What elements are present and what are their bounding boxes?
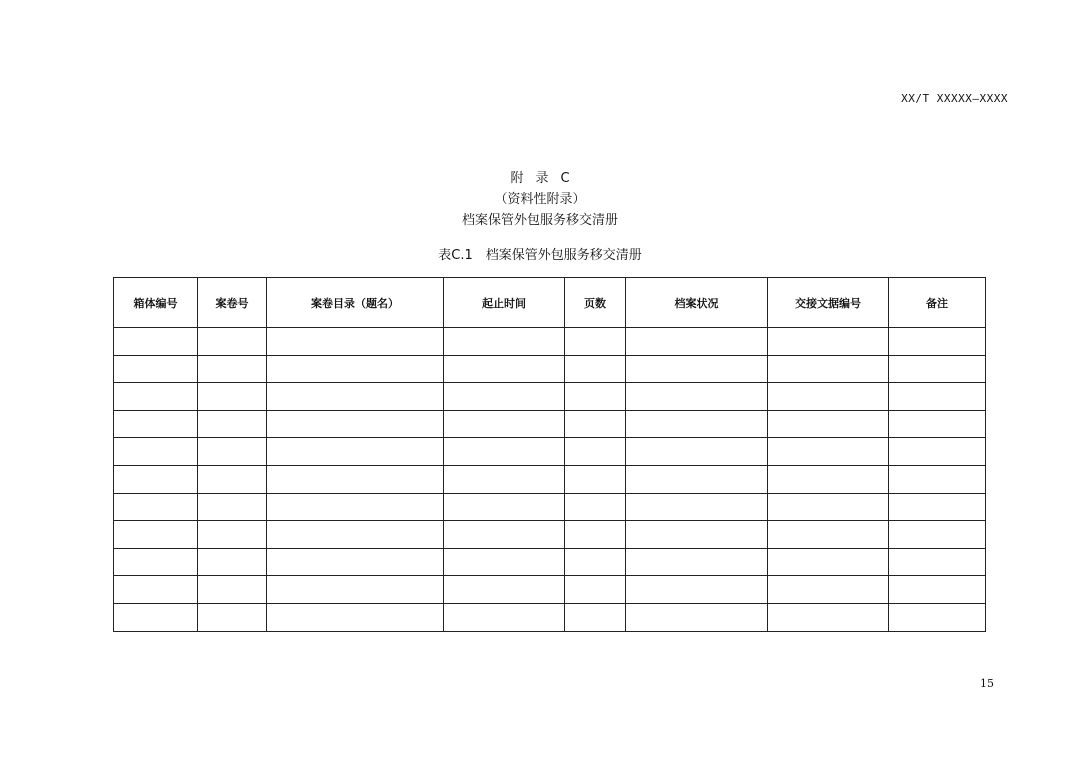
table-cell: [889, 355, 986, 383]
table-cell: [198, 548, 267, 576]
table-cell: [114, 410, 198, 438]
table-cell: [626, 521, 768, 549]
table-cell: [768, 465, 889, 493]
table-cell: [444, 438, 565, 466]
table-row: [114, 465, 986, 493]
column-header-page-count: 页数: [565, 278, 626, 328]
table-cell: [889, 328, 986, 356]
column-header-file-title: 案卷目录（题名）: [267, 278, 444, 328]
appendix-heading: [0, 168, 1080, 231]
table-cell: [198, 410, 267, 438]
table-cell: [565, 548, 626, 576]
table-cell: [114, 383, 198, 411]
table-row: [114, 521, 986, 549]
table-cell: [565, 355, 626, 383]
table-cell: [267, 438, 444, 466]
table-cell: [267, 603, 444, 631]
table-cell: [626, 410, 768, 438]
table-cell: [889, 410, 986, 438]
table-cell: [889, 465, 986, 493]
table-cell: [768, 410, 889, 438]
column-header-box-number: 箱体编号: [114, 278, 198, 328]
table-body: [114, 328, 986, 632]
table-row: [114, 383, 986, 411]
table-cell: [114, 438, 198, 466]
table-cell: [565, 383, 626, 411]
table-cell: [114, 328, 198, 356]
table-cell: [444, 603, 565, 631]
table-cell: [889, 493, 986, 521]
table-cell: [768, 521, 889, 549]
table-cell: [444, 328, 565, 356]
table-row: [114, 328, 986, 356]
page-number: 15: [980, 677, 994, 690]
column-header-date-range: 起止时间: [444, 278, 565, 328]
table-cell: [565, 410, 626, 438]
table-cell: [114, 355, 198, 383]
table-header-row: [114, 278, 986, 328]
table-cell: [444, 410, 565, 438]
table-cell: [267, 576, 444, 604]
table-cell: [565, 603, 626, 631]
standard-code: XX/T XXXXX—XXXX: [901, 92, 1008, 105]
table-cell: [565, 438, 626, 466]
table-cell: [626, 465, 768, 493]
table-cell: [267, 355, 444, 383]
table-cell: [198, 603, 267, 631]
table-cell: [768, 548, 889, 576]
table-row: [114, 493, 986, 521]
table-row: [114, 548, 986, 576]
table-cell: [267, 493, 444, 521]
table-caption: 表C.1 档案保管外包服务移交清册: [438, 248, 642, 263]
table-cell: [444, 548, 565, 576]
column-header-archive-condition: 档案状况: [626, 278, 768, 328]
table-cell: [444, 383, 565, 411]
table-cell: [889, 383, 986, 411]
table-cell: [444, 576, 565, 604]
table-cell: [198, 355, 267, 383]
table-cell: [565, 465, 626, 493]
appendix-title: 附录C: [510, 171, 582, 186]
table-cell: [198, 465, 267, 493]
table-cell: [267, 521, 444, 549]
table-cell: [768, 438, 889, 466]
table-cell: [768, 603, 889, 631]
table-cell: [114, 548, 198, 576]
table-cell: [626, 493, 768, 521]
table-cell: [768, 355, 889, 383]
table-cell: [267, 548, 444, 576]
table-cell: [626, 383, 768, 411]
table-cell: [768, 328, 889, 356]
table-cell: [626, 438, 768, 466]
table-cell: [626, 328, 768, 356]
table-cell: [114, 521, 198, 549]
table-cell: [768, 493, 889, 521]
table-cell: [198, 521, 267, 549]
table-cell: [198, 493, 267, 521]
appendix-name: 档案保管外包服务移交清册: [461, 213, 618, 228]
handover-table: [113, 277, 986, 632]
table-cell: [565, 576, 626, 604]
table-cell: [889, 438, 986, 466]
table-cell: [626, 548, 768, 576]
table-cell: [114, 493, 198, 521]
table-row: [114, 603, 986, 631]
table-cell: [267, 328, 444, 356]
table-cell: [267, 465, 444, 493]
column-header-handover-doc-number: 交接文据编号: [768, 278, 889, 328]
table-cell: [565, 493, 626, 521]
table-cell: [444, 355, 565, 383]
appendix-type: （资料性附录）: [494, 192, 586, 207]
table-cell: [198, 328, 267, 356]
table-cell: [626, 355, 768, 383]
table-cell: [565, 328, 626, 356]
column-header-remarks: 备注: [889, 278, 986, 328]
table-cell: [198, 438, 267, 466]
table-cell: [114, 465, 198, 493]
table-cell: [626, 603, 768, 631]
column-header-file-number: 案卷号: [198, 278, 267, 328]
table-cell: [114, 603, 198, 631]
table-cell: [768, 576, 889, 604]
table-row: [114, 438, 986, 466]
table-cell: [444, 521, 565, 549]
table-row: [114, 355, 986, 383]
table-row: [114, 576, 986, 604]
table-cell: [444, 465, 565, 493]
table-cell: [889, 576, 986, 604]
table-cell: [267, 383, 444, 411]
table-row: [114, 410, 986, 438]
table-cell: [198, 383, 267, 411]
table-cell: [889, 603, 986, 631]
table-cell: [889, 548, 986, 576]
table-cell: [444, 493, 565, 521]
table-cell: [114, 576, 198, 604]
table-cell: [626, 576, 768, 604]
table-cell: [198, 576, 267, 604]
table-cell: [267, 410, 444, 438]
table-cell: [565, 521, 626, 549]
table-cell: [768, 383, 889, 411]
table-cell: [889, 521, 986, 549]
